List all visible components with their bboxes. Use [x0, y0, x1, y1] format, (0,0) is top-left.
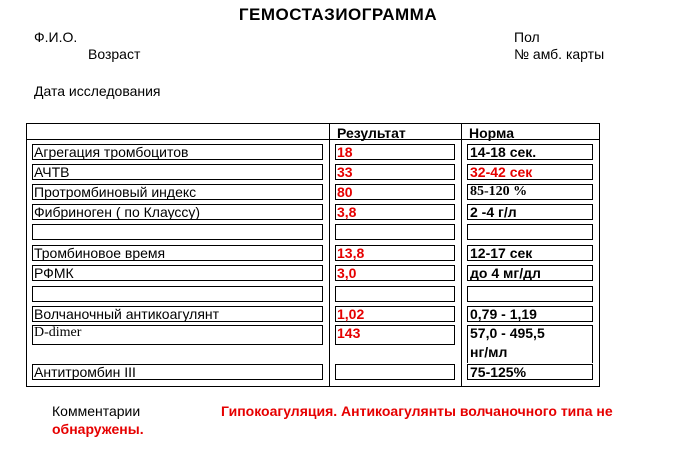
parameter-name: Фибриноген ( по Клауссу)	[34, 204, 201, 220]
row-result-cell	[335, 224, 455, 240]
sex-label: Пол	[514, 29, 540, 45]
row-result-cell	[335, 144, 455, 160]
parameter-name: Волчаночный антикоагулянт	[34, 306, 220, 322]
norm-value: 0,79 - 1,19	[470, 306, 537, 322]
parameter-name: Тромбиновое время	[34, 245, 166, 261]
row-result-cell	[335, 364, 455, 380]
row-norm-cell	[467, 286, 593, 302]
parameter-name: АЧТВ	[34, 164, 70, 180]
result-column-header: Результат	[337, 125, 406, 141]
norm-value: 2 -4 г/л	[470, 204, 517, 220]
study-date-label: Дата исследования	[34, 83, 161, 99]
parameter-name: Агрегация тромбоцитов	[34, 144, 189, 160]
result-value: 3,0	[337, 265, 357, 281]
row-name-cell	[32, 164, 323, 180]
norm-value: 85-120 %	[470, 184, 528, 199]
row-result-cell	[335, 286, 455, 302]
result-value: 80	[337, 184, 353, 200]
result-value: 143	[337, 325, 361, 341]
document-title: ГЕМОСТАЗИОГРАММА	[238, 5, 438, 24]
comment-label: Комментарии	[52, 403, 141, 419]
result-value: 1,02	[337, 306, 365, 322]
row-name-cell	[32, 286, 323, 302]
results-table	[26, 123, 600, 387]
result-value: 18	[337, 144, 353, 160]
norm-value: 75-125%	[470, 364, 527, 380]
fio-label: Ф.И.О.	[34, 29, 78, 45]
norm-value: до 4 мг/дл	[470, 265, 541, 281]
norm-value: 32-42 сек	[470, 164, 533, 180]
parameter-name: Протромбиновый индекс	[34, 184, 197, 200]
card-number-label: № амб. карты	[514, 46, 605, 62]
parameter-name: РФМК	[34, 265, 74, 281]
row-result-cell	[335, 184, 455, 200]
norm-value: 14-18 сек.	[470, 144, 537, 160]
norm-value: 12-17 сек	[470, 245, 533, 261]
result-value: 3,8	[337, 204, 357, 220]
row-name-cell	[32, 224, 323, 240]
norm-unit: нг/мл	[470, 344, 508, 360]
norm-column-header: Норма	[469, 125, 514, 141]
row-result-cell	[335, 164, 455, 180]
row-norm-cell	[467, 224, 593, 240]
norm-value: 57,0 - 495,5	[470, 325, 545, 341]
row-name-cell	[32, 265, 323, 281]
result-value: 33	[337, 164, 353, 180]
parameter-name: D-dimer	[34, 325, 82, 340]
parameter-name: Антитромбин III	[34, 364, 136, 380]
age-label: Возраст	[88, 46, 141, 62]
comment-text-line1: Гипокоагуляция. Антикоагулянты волчаночного типа не	[221, 403, 613, 419]
comment-text-line2: обнаружены.	[52, 421, 144, 437]
result-value: 13,8	[337, 245, 365, 261]
